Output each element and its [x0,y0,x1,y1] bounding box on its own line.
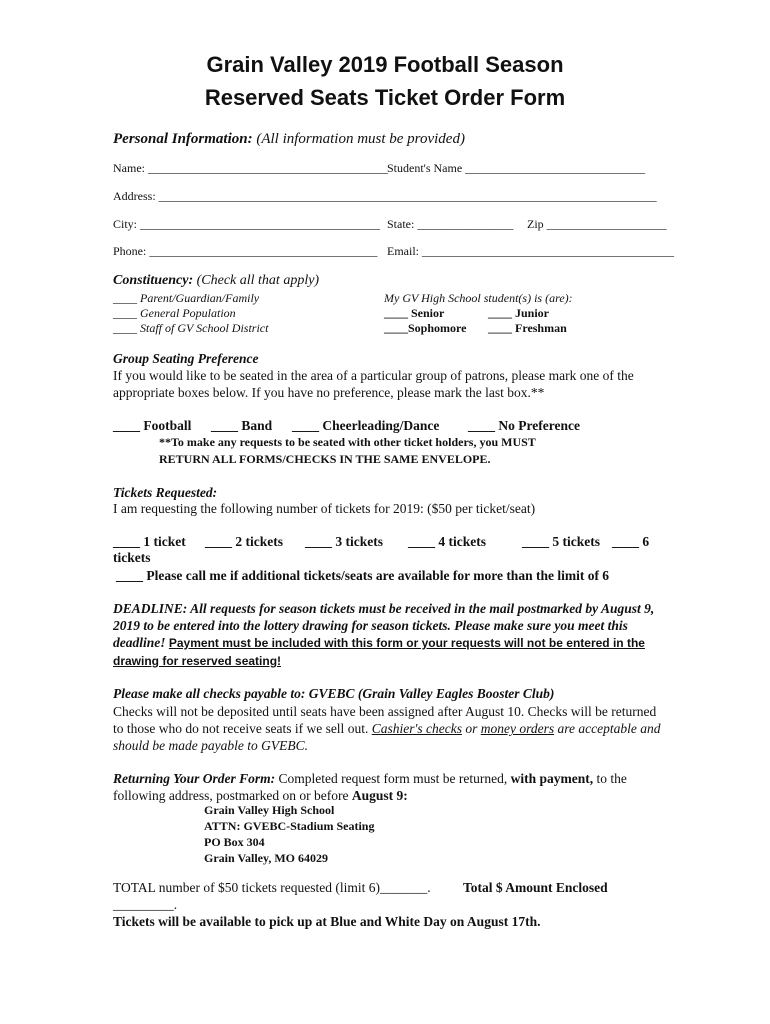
ticket-option-1[interactable]: ____ 1 ticket [113,534,186,549]
grade-option-sophomore[interactable]: ____Sophomore [384,321,467,335]
checks-payable-text: acceptable and should be made payable to GVEBC. [113,721,661,753]
city-field[interactable]: City: ________________________________________ [113,217,381,231]
total-amount-field[interactable]: _________. [113,897,178,912]
mailing-address-line-3: PO Box 304 [204,835,265,849]
constituency-option-general[interactable]: ____ General Population [113,306,236,320]
student-grade-heading: My GV High School student(s) is (are): [384,291,573,305]
deadline-block [113,600,661,670]
form-title-line-1: Grain Valley 2019 Football Season [206,52,564,77]
personal-info-heading: Personal Information: [113,131,253,147]
returning-text-1: Completed request form must be returned, [278,771,508,786]
grade-option-junior[interactable]: ____ Junior [488,306,550,320]
tickets-text: I am requesting the following number of tickets for 2019: ($50 per ticket/seat) [113,501,536,516]
checks-text: Checks will not be deposited until seats have been assigned after August 10. Checks will be returned to those who do not receive seats if we sell out. [113,704,657,736]
group-seating-text: If you would like to be seated in the area of a particular group of patrons, please mark one of the appropriate boxes below. If you have no preference, please mark the last box.** [113,368,634,400]
seating-option-football[interactable]: ____ Football [113,418,192,433]
seating-note-line-1: **To make any requests to be seated with other ticket holders, you MUST [159,435,536,449]
total-tickets-field[interactable]: TOTAL number of $50 tickets requested (limit 6)_______. [113,880,431,895]
seating-note-line-2: RETURN ALL FORMS/CHECKS IN THE SAME ENVELOPE. [159,452,491,466]
ticket-option-6[interactable]: ____ 6 [612,534,650,549]
total-amount-label: Total $ Amount Enclosed [463,880,608,895]
constituency-option-parent[interactable]: ____ Parent/Guardian/Family [113,291,260,305]
mailing-address-line-1: Grain Valley High School [204,803,335,817]
pickup-note: Tickets will be available to pick up at Blue and White Day on August 17th. [113,914,541,929]
additional-tickets-option[interactable]: ____ Please call me if additional tickets/seats are available for more than the limit of 6 [116,568,610,583]
deadline-text: DEADLINE: All requests for season tickets must be received in the mail postmarked by August 9, 2019 to be entered into the lottery drawing for season tickets. Please make sure you meet this deadline! [113,601,655,650]
phone-field[interactable]: Phone: ______________________________________ [113,244,378,258]
checks-heading: Please make all checks payable to: GVEBC (Grain Valley Eagles Booster Club) [113,686,555,701]
state-field[interactable]: State: ________________ [387,217,514,231]
mailing-address-line-4: Grain Valley, MO 64029 [204,851,329,865]
personal-info-heading-row [113,131,465,148]
constituency-option-staff[interactable]: ____ Staff of GV School District [113,321,269,335]
zip-field[interactable]: Zip ____________________ [527,217,667,231]
checks-block [113,703,661,754]
mailing-address-line-2: ATTN: GVEBC-Stadium Seating [204,819,375,833]
form-title-line-2: Reserved Seats Ticket Order Form [204,85,566,110]
ticket-option-6-wrap: tickets [113,550,151,565]
grade-option-senior[interactable]: ____ Senior [384,306,445,320]
seating-option-no-preference[interactable]: ____ No Preference [468,418,580,433]
grade-option-freshman[interactable]: ____ Freshman [488,321,567,335]
ticket-option-3[interactable]: ____ 3 tickets [305,534,383,549]
ticket-option-2[interactable]: ____ 2 tickets [205,534,283,549]
checks-or-text: or [465,721,478,736]
constituency-heading-row [113,273,319,289]
seating-option-band[interactable]: ____ Band [211,418,273,433]
returning-heading: Returning Your Order Form: [113,771,276,786]
returning-text-2: to the following address, postmarked on or before [113,771,627,803]
money-orders-text: money orders [480,721,555,736]
name-field[interactable]: Name: ________________________________________ [113,161,388,175]
student-name-field[interactable]: Student's Name ______________________________ [387,161,646,175]
ticket-option-5[interactable]: ____ 5 tickets [522,534,600,549]
email-field[interactable]: Email: __________________________________________ [387,244,674,258]
constituency-heading: Constituency: [113,273,194,288]
group-seating-heading: Group Seating Preference [113,351,259,366]
ticket-option-4[interactable]: ____ 4 tickets [408,534,486,549]
returning-with-payment: with payment, [510,771,594,786]
seating-option-cheer[interactable]: ____ Cheerleading/Dance [292,418,440,433]
deadline-payment-note: Payment must be included with this form or your requests will not be entered in the drawing for reserved seating! [113,636,645,668]
address-field[interactable]: Address: ___________________________________________________________________________________ [113,189,657,203]
returning-date: August 9: [351,788,408,803]
cashiers-checks-text: Cashier's checks [371,721,462,736]
tickets-heading: Tickets Requested: [113,485,218,500]
returning-block [113,770,661,804]
personal-info-note: (All information must be provided) [256,131,465,147]
checks-are-text: are [557,721,575,736]
constituency-note: (Check all that apply) [196,273,320,288]
